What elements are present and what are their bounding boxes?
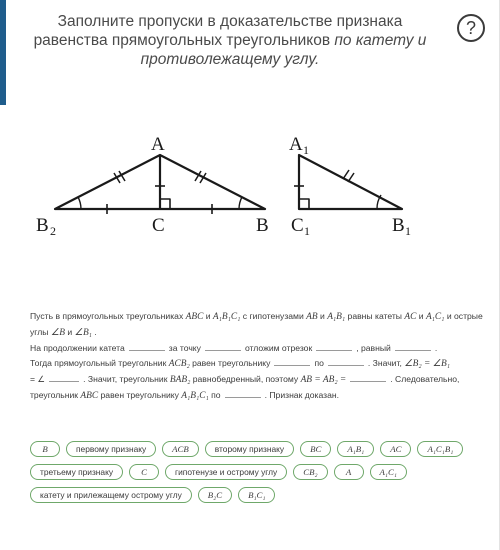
blank-1[interactable] (129, 342, 165, 351)
angle-arc-b2 (78, 197, 81, 209)
option-chip[interactable]: B₁C₁ (238, 487, 275, 503)
option-chip[interactable]: A₁B₁ (337, 441, 374, 457)
label-b2-sub: 2 (50, 224, 56, 238)
option-chip[interactable]: CB₂ (293, 464, 327, 480)
proof-text (30, 309, 485, 405)
task-title (20, 12, 440, 69)
option-chip[interactable]: C (129, 464, 159, 480)
double-tick-a1b1 (343, 170, 354, 182)
triangles-figure (0, 128, 500, 248)
option-chip[interactable]: A₁C₁ (370, 464, 407, 480)
option-chip[interactable]: первому признаку (66, 441, 156, 457)
blank-4[interactable] (395, 342, 431, 351)
option-chip[interactable]: B (30, 441, 60, 457)
proof-line-given: Пусть в прямоугольных треугольниках ABC и A₁B₁C₁ с гипотенузами AB и A₁B₁ равны катеты AC и A₁C₁ и острые углы ∠B и ∠B₁ . (30, 311, 483, 339)
label-c1-sub: 1 (304, 224, 310, 238)
blank-9[interactable] (225, 389, 261, 398)
option-chip[interactable]: A₁C₁B₁ (417, 441, 463, 457)
angle-arc-b (239, 197, 242, 209)
label-c1: C (291, 215, 304, 236)
task-title-text: Заполните пропуски в доказательстве признака равенства прямоугольных треугольников (33, 13, 403, 49)
label-b: B (256, 215, 269, 236)
right-angle-mark-c1 (299, 199, 309, 209)
triangle-a1b1c1 (299, 155, 402, 209)
proof-line-isosceles: = ∠ . Значит, треугольник BAB₂ равнобедренный, поэтому AB = AB₂ = . Следовательно, (30, 374, 460, 386)
blank-7[interactable] (49, 373, 79, 382)
proof-line-equal: Тогда прямоугольный треугольник ACB₂ равен треугольнику по . Значит, ∠B₂ = ∠B₁ (30, 358, 451, 370)
question-icon: ? (465, 17, 476, 38)
triangles-diagram (0, 128, 500, 248)
label-a1: A (289, 134, 303, 155)
proof-line-conclusion: треугольник ABC равен треугольнику A₁B₁C₁ по . Признак доказан. (30, 390, 340, 402)
proof-line-construction: На продолжении катета за точку отложим отрезок , равный . (30, 343, 438, 354)
blank-5[interactable] (274, 357, 310, 366)
blank-3[interactable] (316, 342, 352, 351)
option-chip[interactable]: A (334, 464, 364, 480)
option-chip[interactable]: AC (380, 441, 411, 457)
option-chip[interactable]: второму признаку (205, 441, 294, 457)
blank-2[interactable] (205, 342, 241, 351)
label-a1-sub: 1 (303, 143, 309, 157)
left-accent-bar (0, 0, 6, 105)
option-chip[interactable]: ACB (162, 441, 199, 457)
label-b2: B (36, 215, 49, 236)
label-b1: B (392, 215, 405, 236)
option-chip[interactable]: BC (300, 441, 331, 457)
help-button[interactable] (457, 14, 485, 42)
right-angle-mark-c (160, 199, 170, 209)
label-a: A (151, 134, 165, 155)
task-title-italic: по катету и противолежащему углу. (140, 32, 427, 68)
option-chip[interactable]: третьему признаку (30, 464, 123, 480)
option-chip[interactable]: B₂C (198, 487, 232, 503)
answer-options (30, 441, 490, 503)
label-c: C (152, 215, 165, 236)
blank-8[interactable] (350, 373, 386, 382)
label-b1-sub: 1 (405, 224, 411, 238)
blank-6[interactable] (328, 357, 364, 366)
option-chip[interactable]: катету и прилежащему острому углу (30, 487, 192, 503)
option-chip[interactable]: гипотенузе и острому углу (165, 464, 287, 480)
